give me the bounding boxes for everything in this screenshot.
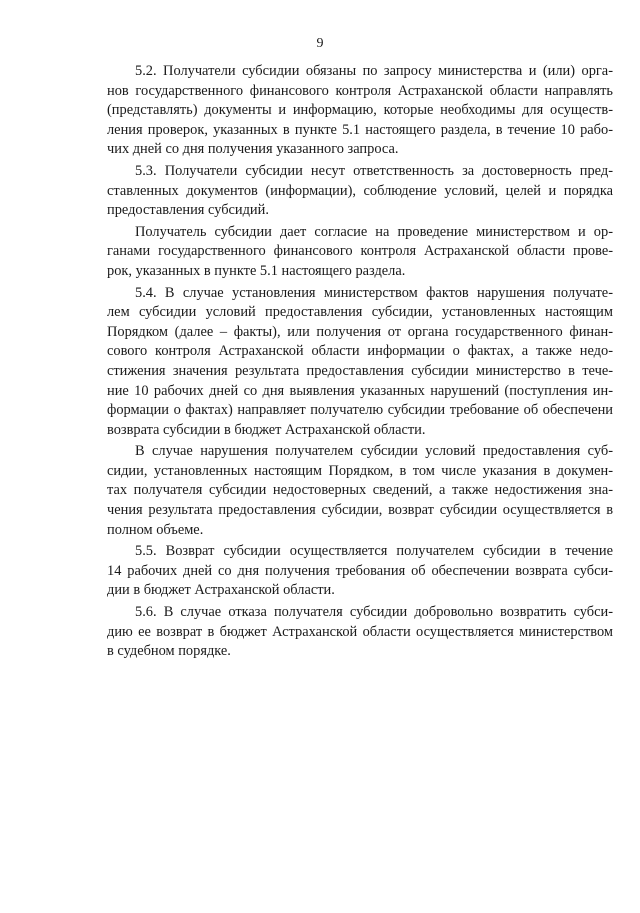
- text-line: сового контроля Астраханской области информации о фактах, а также недо-: [107, 343, 613, 360]
- text-line: тах получателя субсидии недостоверных сведений, а также недостижения зна-: [107, 482, 613, 499]
- text-line: полном объеме.: [107, 521, 204, 538]
- text-line: 5.6. В случае отказа получателя субсидии добровольно возвратить субси-: [135, 604, 613, 621]
- paragraph-5-2: [107, 62, 613, 160]
- text-line: дии в бюджет Астраханской области.: [107, 582, 335, 599]
- text-line: 5.2. Получатели субсидии обязаны по запросу министерства и (или) орга-: [135, 63, 613, 79]
- text-line: нов государственного финансового контроля Астраханской области направлять: [107, 82, 613, 99]
- paragraph-5-4: [107, 284, 613, 441]
- text-line: чения результата предоставления субсидии, возврат субсидии осуществляется в: [107, 502, 613, 519]
- text-line: ние 10 рабочих дней со дня выявления указанных нарушений (поступления ин-: [107, 382, 613, 399]
- text-line: ганами государственного финансового контроля Астраханской области прове-: [107, 243, 613, 260]
- text-line: Порядком (далее – факты), или получения от органа государственного финан-: [107, 323, 613, 340]
- text-line: сидии, установленных настоящим Порядком, в том числе указания в докумен-: [107, 462, 613, 479]
- text-line: дию ее возврат в бюджет Астраханской области осуществляется министерством: [107, 623, 613, 640]
- body-text: [107, 62, 613, 662]
- text-line: лем субсидии условий предоставления субсидии, установленных настоящим: [107, 304, 613, 321]
- text-line: ставленных документов (информации), соблюдение условий, целей и порядка: [107, 182, 613, 199]
- text-line: рок, указанных в пункте 5.1 настоящего раздела.: [107, 262, 406, 279]
- page-number: 9: [316, 36, 324, 51]
- paragraph-5-5: [107, 542, 613, 601]
- paragraph-5-6: [107, 603, 613, 662]
- text-line: предоставления субсидий.: [107, 202, 269, 219]
- paragraph-violation: [107, 442, 613, 540]
- text-line: стижения значения результата предоставления субсидии министерство в тече-: [107, 362, 613, 379]
- text-line: 5.3. Получатели субсидии несут ответственность за достоверность пред-: [135, 162, 613, 179]
- text-line: формации о фактах) направляет получателю субсидии требование об обеспечени: [107, 402, 613, 419]
- text-line: (представлять) документы и информацию, которые необходимы для осуществ-: [107, 102, 613, 119]
- text-line: в судебном порядке.: [107, 643, 231, 660]
- text-line: ления проверок, указанных в пункте 5.1 настоящего раздела, в течение 10 рабо-: [107, 121, 613, 138]
- text-line: 5.4. В случае установления министерством фактов нарушения получате-: [135, 284, 613, 301]
- text-line: 5.5. Возврат субсидии осуществляется получателем субсидии в течение: [135, 543, 613, 560]
- text-line: 14 рабочих дней со дня получения требования об обеспечении возврата субси-: [107, 562, 613, 579]
- paragraph-consent: [107, 223, 613, 282]
- text-line: чих дней со дня получения указанного запроса.: [107, 141, 399, 158]
- paragraph-5-3: [107, 162, 613, 221]
- text-line: Получатель субсидии дает согласие на проведение министерством и ор-: [135, 223, 613, 240]
- text-line: возврата субсидии в бюджет Астраханской области.: [107, 421, 426, 438]
- text-line: В случае нарушения получателем субсидии условий предоставления суб-: [135, 443, 613, 460]
